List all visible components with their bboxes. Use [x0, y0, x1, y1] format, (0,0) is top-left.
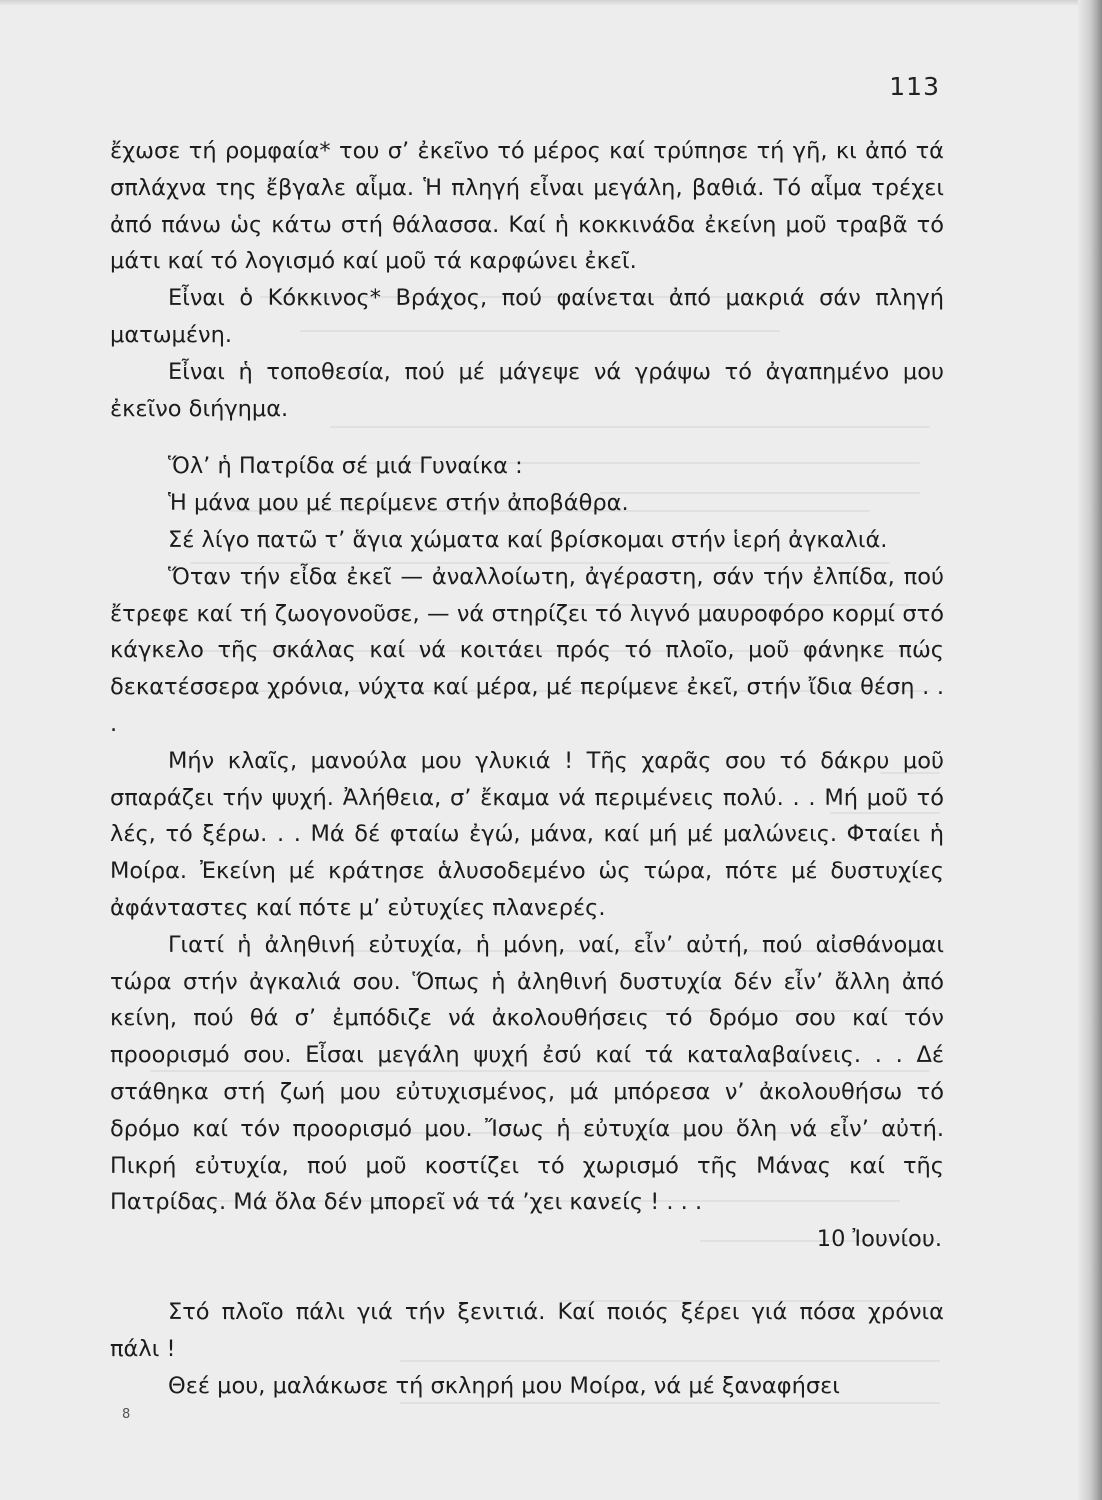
paragraph: Σέ λίγο πατῶ τ’ ἅγια χώματα καί βρίσκομαι στήν ἱερή ἀγκαλιά.	[168, 526, 888, 553]
paragraph: Γιατί ἡ ἀληθινή εὐτυχία, ἡ μόνη, ναί, εἶν’ αὐτή, πού αἰσθάνομαι τώρα στήν ἀγκαλιά σου. Ὅπως ἡ ἀληθινή δυστυχία δέν εἶν’ ἄλλη ἀπό κείνη, πού θά σ’ ἐμπόδιζε νά ἀκολουθήσεις τό δρόμο σου καί τόν προορισμό σου. Εἶσαι μεγάλη ψυχή ἐσύ καί τά καταλαβαίνεις. . . Δέ στάθηκα στή ζωή μου εὐτυχισμένος, μά μπόρεσα ν’ ἀκολουθήσω τό δρόμο καί τόν προορισμό μου. Ἴσως ἡ εὐτυχία μου ὅλη νά εἶν’ αὐτή. Πικρή εὐτυχία, πού μοῦ κοστίζει τό χωρισμό τῆς Μάνας καί τῆς Πατρίδας. Μά ὅλα δέν μπορεῖ νά τά ’χει κανείς ! . . .	[110, 931, 944, 1216]
paragraph: Εἶναι ἡ τοποθεσία, πού μέ μάγεψε νά γράψω τό ἀγαπημένο μου ἐκεῖνο διήγημα.	[110, 358, 944, 422]
page-number: 113	[889, 72, 940, 101]
paragraph: Στό πλοῖο πάλι γιά τήν ξενιτιά. Καί ποιός ξέρει γιά πόσα χρόνια πάλι !	[110, 1298, 944, 1362]
body-text	[110, 133, 944, 1404]
paragraph: Ὅλ’ ἡ Πατρίδα σέ μιά Γυναίκα :	[168, 453, 523, 480]
paragraph: Θεέ μου, μαλάκωσε τή σκληρή μου Μοίρα, νά μέ ξαναφήσει	[168, 1372, 840, 1399]
page-top-shadow	[0, 0, 1102, 6]
paragraph: Μήν κλαῖς, μανούλα μου γλυκιά ! Τῆς χαρᾶς σου τό δάκρυ μοῦ σπαράζει τήν ψυχή. Ἀλήθεια, σ’ ἔκαμα νά περιμένεις πολύ. . . Μή μοῦ τό λές, τό ξέρω. . . Μά δέ φταίω ἐγώ, μάνα, καί μή μέ μαλώνεις. Φταίει ἡ Μοίρα. Ἐκείνη μέ κράτησε ἁλυσοδεμένο ὡς τώρα, πότε μέ δυστυχίες ἀφάνταστες καί πότε μ’ εὐτυχίες πλανερές.	[110, 747, 944, 921]
page-right-edge-shadow	[1078, 0, 1102, 1500]
paragraph-continuation: ἔχωσε τή ρομφαία* του σ’ ἐκεῖνο τό μέρος καί τρύπησε τή γῆ, κι ἀπό τά σπλάχνα της ἔβγαλε αἷμα. Ἡ πληγή εἶναι μεγάλη, βαθιά. Τό αἷμα τρέχει ἀπό πάνω ὡς κάτω στή θάλασσα. Καί ἡ κοκκινάδα ἐκείνη μοῦ τραβᾶ τό μάτι καί τό λογισμό καί μοῦ τά καρφώνει ἐκεῖ.	[110, 138, 944, 275]
corner-mark: 8	[122, 1407, 131, 1422]
paragraph: Ἡ μάνα μου μέ περίμενε στήν ἀποβάθρα.	[168, 490, 629, 517]
paragraph: Ὅταν τήν εἶδα ἐκεῖ — ἀναλλοίωτη, ἀγέραστη, σάν τήν ἐλπίδα, πού ἔτρεφε καί τή ζωογονοῦσε, — νά στηρίζει τό λιγνό μαυροφόρο κορμί στό κάγκελο τῆς σκάλας καί νά κοιτάει πρός τό πλοῖο, μοῦ φάνηκε πώς δεκατέσσερα χρόνια, νύχτα καί μέρα, μέ περίμενε ἐκεῖ, στήν ἴδια θέση . . .	[110, 563, 944, 737]
paragraph: Εἶναι ὁ Κόκκινος* Βράχος, πού φαίνεται ἀπό μακριά σάν πληγή ματωμένη.	[110, 285, 944, 348]
date-line: 10 Ἰουνίου.	[816, 1226, 942, 1253]
